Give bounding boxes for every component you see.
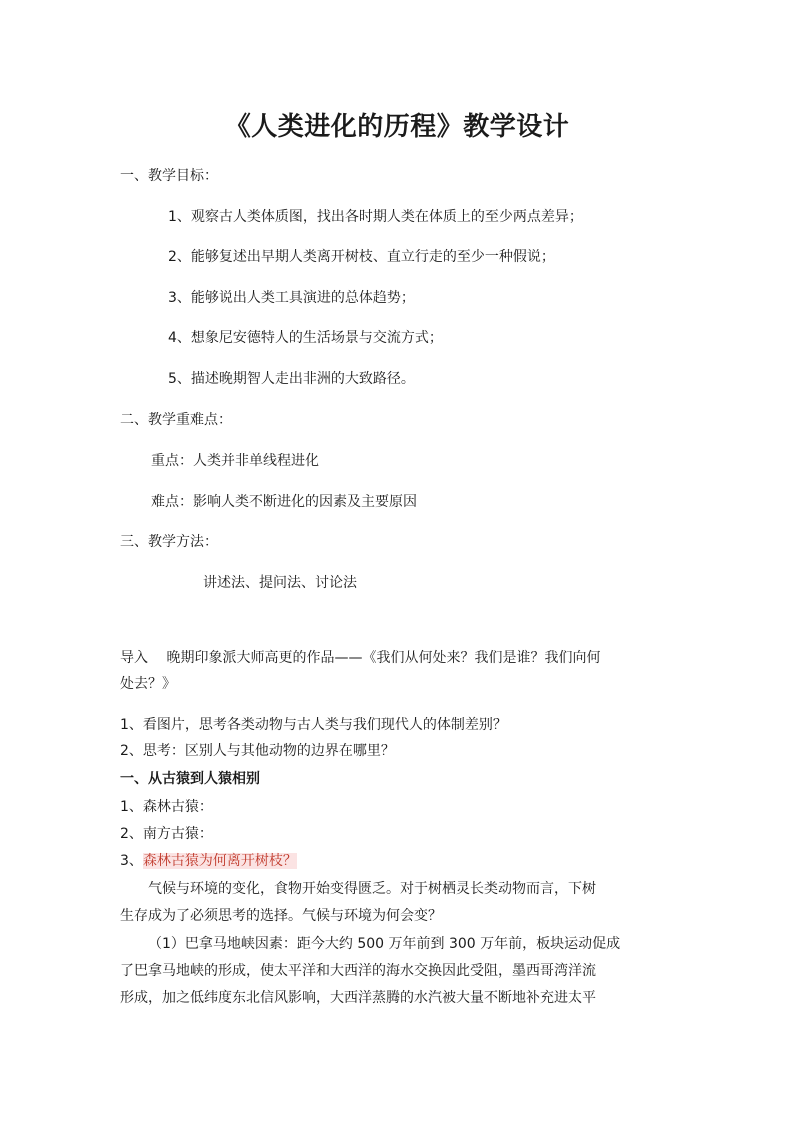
question-item: 2、思考：区别人与其他动物的边界在哪里？ <box>120 743 395 759</box>
paragraph-line: 气候与环境的变化，食物开始变得匮乏。对于树栖灵长类动物而言，下树 <box>148 881 596 897</box>
key-point: 重点：人类并非单线程进化 <box>151 453 319 469</box>
goals-heading: 一、教学目标： <box>120 168 218 184</box>
paragraph-line: 生存成为了必须思考的选择。气候与环境为何会变？ <box>120 908 442 924</box>
paragraph-line: 了巴拿马地峡的形成，使太平洋和大西洋的海水交换因此受阻，墨西哥湾洋流 <box>120 963 596 979</box>
part1-item-question <box>120 851 297 871</box>
part1-heading: 一、从古猿到人猿相别 <box>120 771 260 787</box>
goal-item: 3、能够说出人类工具演进的总体趋势； <box>168 290 415 306</box>
difficult-point: 难点：影响人类不断进化的因素及主要原因 <box>151 494 417 510</box>
goal-item: 4、想象尼安德特人的生活场景与交流方式； <box>168 330 443 346</box>
highlighted-question: 森林古猿为何离开树枝？ <box>142 853 297 869</box>
part1-item: 2、南方古猿： <box>120 826 213 842</box>
paragraph-line: （1）巴拿马地峡因素：距今大约 500 万年前到 300 万年前，板块运动促成 <box>148 936 621 952</box>
question-item: 1、看图片，思考各类动物与古人类与我们现代人的体制差别？ <box>120 717 507 733</box>
item-number: 3、 <box>120 853 143 869</box>
document-title: 《人类进化的历程》教学设计 <box>224 112 570 142</box>
paragraph-line: 形成，加之低纬度东北信风影响，大西洋蒸腾的水汽被大量不断地补充进太平 <box>120 990 596 1006</box>
keypoints-heading: 二、教学重难点： <box>120 412 232 428</box>
goal-item: 2、能够复述出早期人类离开树枝、直立行走的至少一种假说； <box>168 249 555 265</box>
goal-item: 1、观察古人类体质图，找出各时期人类在体质上的至少两点差异； <box>168 209 583 225</box>
methods-heading: 三、教学方法： <box>120 534 218 550</box>
intro-line: 处去？》 <box>120 676 176 692</box>
goal-item: 5、描述晚期智人走出非洲的大致路径。 <box>168 371 415 387</box>
intro-line: 导入 晚期印象派大师高更的作品——《我们从何处来？我们是谁？我们向何 <box>120 650 601 666</box>
part1-item: 1、森林古猿： <box>120 799 213 815</box>
methods-text: 讲述法、提问法、讨论法 <box>203 575 357 591</box>
